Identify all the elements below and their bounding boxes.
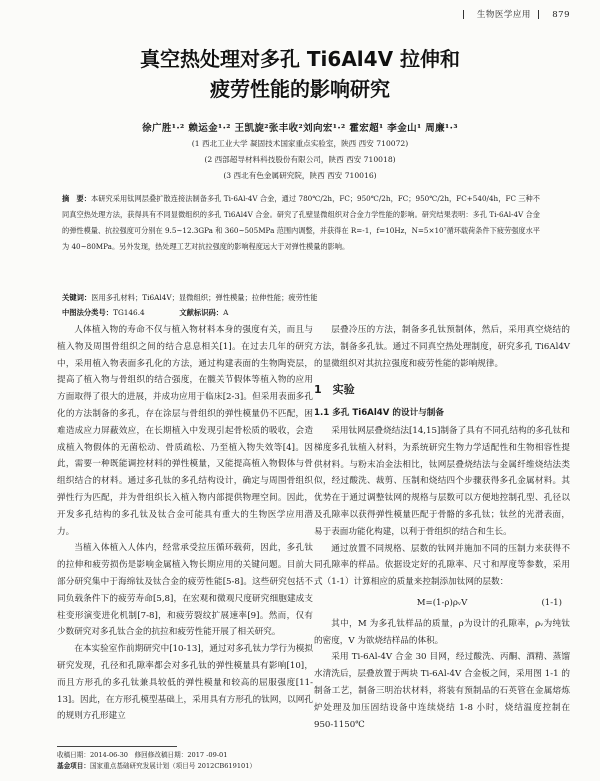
running-header bbox=[459, 8, 570, 20]
subsection-heading-design: 1.1 多孔 Ti6Al4V 的设计与制备 bbox=[314, 408, 444, 419]
intro-paragraph-1: 人体植入物的寿命不仅与植入物材料本身的强度有关，而且与植入物及周围骨组织之间的结合息息相关[1]。在过去几年的研究中，采用植入物表面多孔化的方法，通过构建表面的生物陶瓷层，提高了植入物与骨组织的结合强度，在髋关节假体等植入物的应用方面取得了很大的进展，并成功应用于临床[2-3]。但采用表面多孔化的方法制备的多孔，存在涂层与骨组织的弹性模量仍不匹配，困难造成应力屏蔽效应，在长期植入中发现引起骨松质的吸收，会造成植入物假体的无菌松动、骨质疏松、乃至植入物失效等[4]。因此，需要一种既能调控材料的弹性模量，又能提高植入物假体与骨组织结合的材料。通过多孔钛的多孔结构设计，确定与周围骨组织弹性行为匹配，并为骨组织长入植入物内部提供物理空间。因此，开发多孔结构的多孔钛及钛合金可能具有重大的生物医学应用潜力。 bbox=[57, 325, 313, 537]
page-number: 879 bbox=[552, 10, 570, 20]
footnote-fund bbox=[57, 761, 537, 771]
clc-value: TG146.4 bbox=[113, 308, 145, 317]
abstract-text: 本研究采用钛网层叠扩散连接法制备多孔 Ti-6Al-4V 合金，通过 780℃/2h，FC；950℃/2h，FC；950℃/2h，FC+540/4h，FC 三种不同真空热处理方法，获得具有不同显微组织的多孔 Ti6Al4V 合金。研究了孔壁显微组织对合金力学性能的影响。研究结果表明：多孔 Ti-6Al-4V 合金的弹性模量、抗拉强度可分别在 9.5~12.3GPa 和 360~505MPa 范围内调整，并获得在 R=-1，f=10Hz，N=5×10⁷循环载荷条件下疲劳强度水平为 40~80MPa。另外发现，热处理工艺对抗拉强度的影响程度远大于对弹性模量的影响。 bbox=[62, 194, 540, 251]
footnote-rule bbox=[57, 746, 177, 747]
keywords-text: 医用多孔材料；Ti6Al4V；显微组织；弹性模量；拉伸性能；疲劳性能 bbox=[91, 293, 318, 302]
clc-label: 中图法分类号： bbox=[62, 308, 114, 317]
affiliation-3: (3 西北有色金属研究院，陕西 西安 710016) bbox=[223, 171, 377, 180]
body-right-column bbox=[314, 322, 570, 733]
journal-section: 生物医学应用 bbox=[476, 10, 531, 20]
author-list: 徐广胜¹·² 赖运金¹·² 王凯旋²张丰收²刘向宏¹·² 霍宏超¹ 李金山¹ 周廉¹·³ bbox=[142, 123, 458, 134]
affiliation-1: (1 西北工业大学 凝固技术国家重点实验室，陕西 西安 710072) bbox=[191, 139, 409, 148]
footnote-received: 收稿日期：2014-06-30 修回修改稿日期：2017 -09-01 bbox=[57, 751, 228, 759]
intro-paragraph-2: 当植入体植入人体内，经常承受拉压循环载荷，因此，多孔钛的拉伸和疲劳损伤是影响金属植入物长期应用的关键问题。目前大部分研究集中于海绵钛及钛合金的疲劳性能[5-8]。这些研究包括不同负载条件下的疲劳寿命[5,8]，在宏观和微观尺度研究细胞建成支柱变形演变进化机制[7-8]，和疲劳裂纹扩展速率[9]。然而，仅有少数研究对多孔钛合金的抗拉和疲劳性能开展了相关研究。 bbox=[57, 543, 313, 638]
equation-body: M=(1-ρ)ρᵥV bbox=[416, 597, 468, 608]
doc-code-label: 文献标识码： bbox=[179, 308, 224, 317]
title-line-1: 真空热处理对多孔 Ti6Al4V 拉伸和 bbox=[139, 47, 461, 71]
affiliations bbox=[0, 136, 600, 184]
intro-continuation: 层叠冷压的方法，制备多孔钛预制体，然后，采用真空烧结的方法，制备多孔钛。通过不同真空热处理制度，研究多孔 Ti6Al4V 的显微组织对其抗拉强度和疲劳性能的影响规律。 bbox=[314, 325, 570, 369]
method-paragraph-4: 采用 Ti-6Al-4V 合金 30 目网，经过酸洗、丙酮、酒精、蒸馏水清洗后，层叠放置于两块 Ti-6Al-4V 合金板之间，采用图 1-1 的制备工艺，制备三明治状材料，将装有预制品的石英管在金属熔炼炉处理及加压固结设备中连续烧结 1-8 小时，烧结温度控制在 950-1150℃ bbox=[314, 652, 570, 730]
intro-paragraph-3: 在本实验室作前期研究中[10-13]，通过对多孔钛力学行为模拟研究发现，孔径和孔隙率都会对多孔钛的弹性模量具有影响[10]，而且方形孔的多孔钛兼具较低的弹性模量和较高的屈服强度[11-13]。因此，在方形孔模型基础上，采用具有方形孔的钛网，以网孔的规则方孔形建立 bbox=[57, 644, 313, 722]
method-paragraph-2: 通过放置不同规格、层数的钛网并施加不同的压制力来获得不同孔隙率的样品。依据设定好的孔隙率、尺寸和厚度等参数，采用式（1-1）计算相应的质量来控制添加钛网的层数： bbox=[314, 543, 570, 588]
keywords-label: 关键词： bbox=[62, 293, 92, 302]
affiliation-2: (2 西部超导材料科技股份有限公司，陕西 西安 710018) bbox=[204, 155, 396, 164]
equation-number: (1-1) bbox=[541, 597, 562, 608]
abstract-label: 摘 要： bbox=[62, 194, 91, 203]
section-heading-experiment: 1 实验 bbox=[314, 383, 355, 397]
abstract bbox=[62, 191, 540, 255]
equation-1-1 bbox=[314, 595, 570, 612]
fund-text: 国家重点基础研究发展计划（项目号 2012CB619101） bbox=[89, 762, 256, 770]
method-paragraph-1: 采用钛网层叠烧结法[14,15]制备了具有不同孔结构的多孔钛和梯度多孔钛植入材料，为系统研究生物力学适配性和生物相容性提供材料。与粉末冶金法相比，钛网层叠烧结法与金属纤维烧结法类似，经过酸洗、裁剪、压制和烧结四个步骤获得多孔金属材料。其优势在于通过调整钛网的规格与层数可以方便地控制孔型、孔径以及孔隙率以获得弹性模量匹配于骨骼的多孔钛；钛丝的光滑表面，易于表面功能化构建，以利于骨组织的结合和生长。 bbox=[314, 425, 570, 537]
header-divider bbox=[463, 10, 464, 19]
keywords bbox=[62, 291, 540, 305]
title-line-2: 疲劳性能的影响研究 bbox=[210, 77, 390, 101]
header-divider bbox=[538, 10, 539, 19]
method-paragraph-3: 其中，M 为多孔钛样品的质量，ρ为设计的孔隙率，ρᵥ为纯钛的密度，V 为欲烧结样品的体积。 bbox=[314, 618, 570, 646]
paper-title bbox=[0, 44, 600, 104]
fund-label: 基金项目： bbox=[57, 762, 90, 770]
doc-code-value: A bbox=[223, 308, 229, 317]
body-left-column bbox=[57, 322, 313, 725]
classification-codes bbox=[62, 306, 540, 320]
